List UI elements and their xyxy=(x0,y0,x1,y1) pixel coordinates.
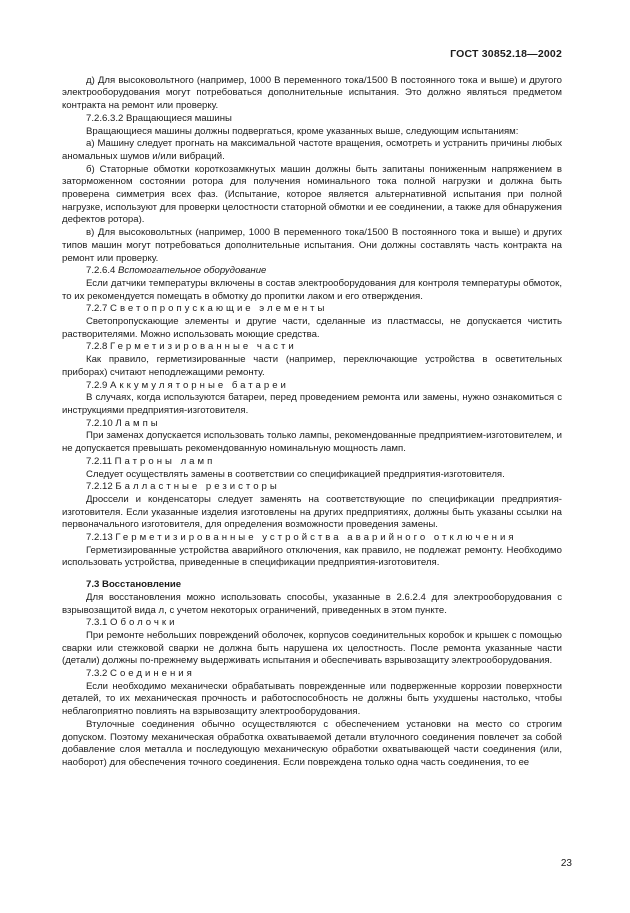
section-number: 7.3.1 xyxy=(86,617,108,629)
document-body xyxy=(62,75,562,770)
page-number: 23 xyxy=(560,858,572,869)
section-number: 7.2.12 xyxy=(86,481,113,493)
section-number: 7.2.11 xyxy=(86,455,112,467)
section-heading xyxy=(62,456,562,469)
standard-header: ГОСТ 30852.18—2002 xyxy=(450,48,562,60)
paragraph: д) Для высоковольтного (например, 1000 В переменного тока/1500 В постоянного тока и выше) и другого электрооборудования могут потребоваться дополнительные испытания. Это должно являться предметом контракта на ремонт или проверку. xyxy=(62,74,562,112)
section-heading: 7.2.6.3.2 Вращающиеся машины xyxy=(86,112,232,124)
paragraph: При ремонте небольших повреждений оболочек, корпусов соединительных коробок и крышек с помощью сварки или стежковой сварки не должна быть нарушена их целостность. После ремонта указанные части (детали) должны по-прежнему выдерживать испытания и обеспечивать взрывозащиту электрооборудования. xyxy=(62,629,562,667)
paragraph: б) Статорные обмотки короткозамкнутых машин должны быть запитаны пониженным напряжением в заторможенном состоянии ротора для получения номинального тока полной нагрузки и должна быть проверена симметрия всех фаз. (Испытание, которое является альтернативной испытания при полной нагрузке, используют для проверки целостности статорной обмотки и ее соединении, а также для обнаружения дефектов ротора). xyxy=(62,163,562,226)
section-title: Герметизированные устройства аварийного отключения xyxy=(115,532,517,544)
section-number: 7.2.13 xyxy=(86,532,113,544)
paragraph: Втулочные соединения обычно осуществляются с обеспечением установки на место со строгим допуском. Поэтому механическая обработка охватываемой детали втулочного соединения повлечет за собой добавление слоя металла и последующую механическую обработки охватывающей части соединения (или, наоборот) для обеспечения точного соединения. Если повреждена только одна часть соединения, то ее xyxy=(62,718,562,768)
section-heading xyxy=(62,341,562,354)
section-number: 7.2.6.4 xyxy=(86,265,116,277)
paragraph: в) Для высоковольтных (например, 1000 В переменного тока/1500 В постоянного тока и выше) и других типов машин могут потребоваться дополнительные испытания. Они должны составлять часть контракта на ремонт или проверку. xyxy=(62,227,562,264)
section-title: Лампы xyxy=(115,417,161,429)
section-gap xyxy=(62,570,562,579)
section-title: Аккумуляторные батареи xyxy=(110,379,289,391)
section-number: 7.3.2 xyxy=(86,668,108,680)
paragraph: Если датчики температуры включены в состав электрооборудования для контроля температуры обмоток, то их рекомендуется помещать в обмотку до пропитки лаком и его отверждения. xyxy=(62,277,562,302)
paragraph: Герметизированные устройства аварийного отключения, как правило, не подлежат ремонту. Необходимо использовать устройства, приведенные в спецификации предприятия-изготовителя. xyxy=(62,544,562,569)
section-heading xyxy=(62,617,562,630)
section-title: Патроны ламп xyxy=(114,455,216,467)
section-title: Балластные резисторы xyxy=(115,481,280,493)
section-number: 7.3 xyxy=(86,579,100,591)
section-number: 7.2.10 xyxy=(86,417,113,429)
paragraph: Для восстановления можно использовать способы, указанные в 2.6.2.4 для электрооборудования с взрывозащитой вида л, с учетом некоторых ограничений, приведенных в этом пункте. xyxy=(62,591,562,616)
section-heading xyxy=(62,303,562,316)
section-number: 7.2.7 xyxy=(86,303,108,315)
section-heading xyxy=(62,265,562,278)
paragraph: При заменах допускается использовать только лампы, рекомендованные предприятием-изготовителем, и не допускается превышать рекомендованную номинальную мощность ламп. xyxy=(62,430,562,455)
section-title: Герметизированные части xyxy=(110,341,297,353)
section-heading xyxy=(62,532,562,545)
section-title: Светопропускающие элементы xyxy=(110,303,328,315)
section-heading xyxy=(62,481,562,494)
paragraph: Светопропускающие элементы и другие части, сделанные из пластмассы, не допускается чистить растворителями. Можно использовать моющие средства. xyxy=(62,316,562,340)
section-title: Соединения xyxy=(110,668,195,680)
section-heading xyxy=(62,380,562,393)
paragraph: Если необходимо механически обрабатывать поврежденные или подверженные коррозии поверхности деталей, то их механическая прочность и работоспособность не должны быть ухудшены настолько, чтобы неблагоприятно повлиять на взрывозащиту электрооборудования. xyxy=(62,680,562,718)
paragraph: Вращающиеся машины должны подвергаться, кроме указанных выше, следующим испытаниям: xyxy=(86,125,519,137)
section-number: 7.2.9 xyxy=(86,379,108,391)
section-title: Вспомогательное оборудование xyxy=(118,265,267,277)
section-number: 7.2.8 xyxy=(86,341,108,353)
section-title: Восстановление xyxy=(102,579,182,591)
paragraph: В случаях, когда используются батареи, перед проведением ремонта или замены, нужно ознакомиться с инструкциями предприятия-изготовителя. xyxy=(62,392,562,416)
section-heading xyxy=(62,579,562,592)
section-heading xyxy=(62,418,562,431)
paragraph: Как правило, герметизированные части (например, переключающие устройства в осветительных приборах) считают неподлежащими ремонту. xyxy=(62,354,562,378)
paragraph: а) Машину следует прогнать на максимальной частоте вращения, осмотреть и устранить причины любых аномальных шумов и/или вибраций. xyxy=(62,138,562,162)
section-heading xyxy=(62,668,562,681)
section-title: Оболочки xyxy=(110,617,178,629)
paragraph: Дроссели и конденсаторы следует заменять на соответствующие по спецификации предприятия-изготовителя. Если указанные изделия изготовлены на других предприятиях, должны быть указаны ссылки на первоначального изготовителя, для определения возможности проведения замены. xyxy=(62,493,562,531)
paragraph: Следует осуществлять замены в соответствии со спецификацией предприятия-изготовителя. xyxy=(86,468,505,480)
